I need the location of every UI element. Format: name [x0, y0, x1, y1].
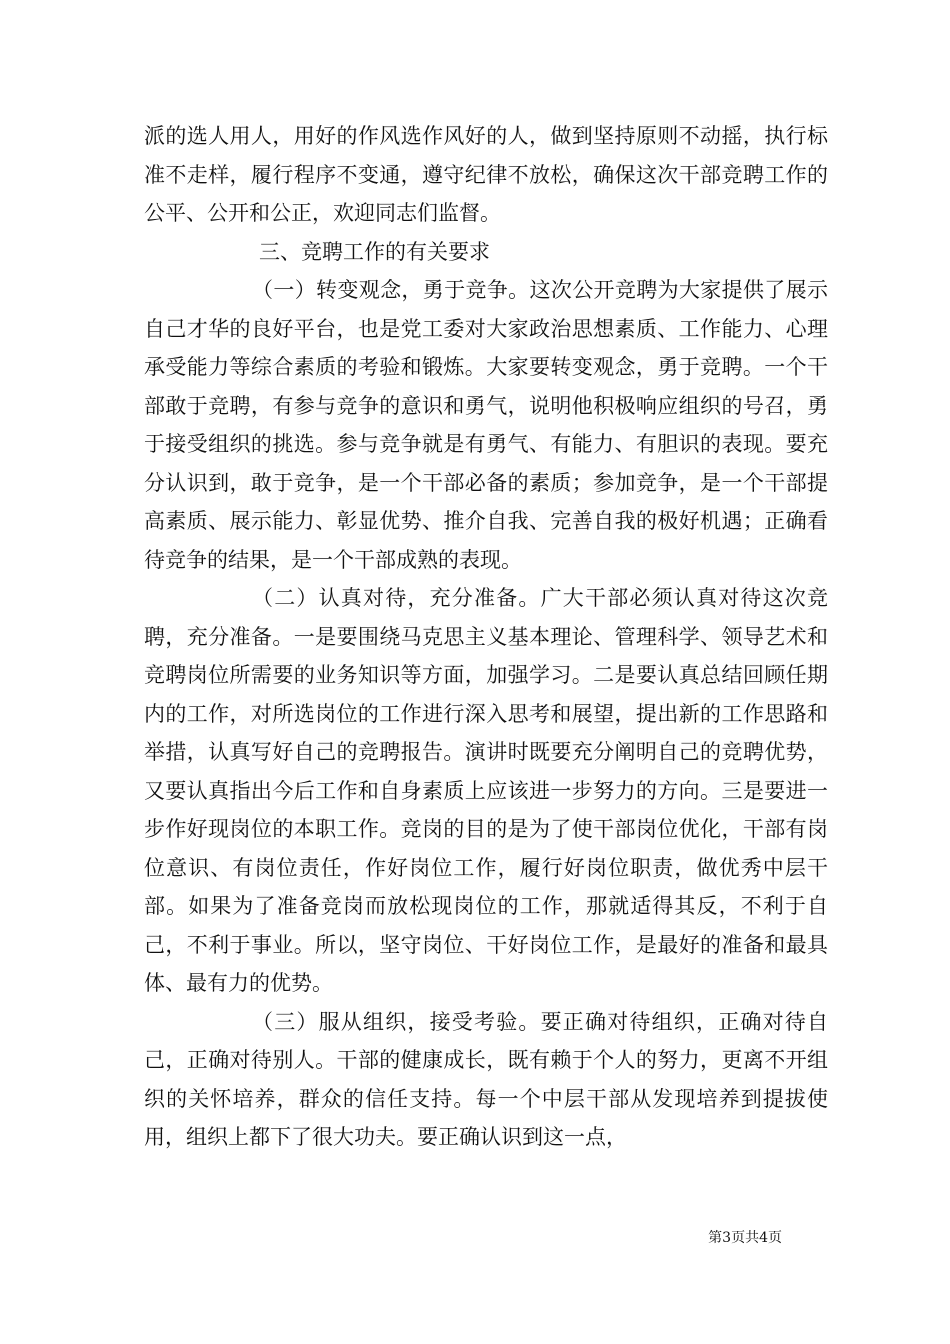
- section-heading: 三、竞聘工作的有关要求: [259, 239, 490, 264]
- paragraph-requirement-1: （一）转变观念，勇于竞争。这次公开竞聘为大家提供了展示自己才华的良好平台，也是党工委对大家政治思想素质、工作能力、心理承受能力等综合素质的考验和锻炼。大家要转变观念，勇于竞聘。一个干部敢于竞聘，有参与竞争的意识和勇气，说明他积极响应组织的号召，勇于接受组织的挑选。参与竞争就是有勇气、有能力、有胆识的表现。要充分认识到，敢于竞争，是一个干部必备的素质；参加竞争，是一个干部提高素质、展示能力、彰显优势、推介自我、完善自我的极好机遇；正确看待竞争的结果，是一个干部成熟的表现。: [144, 278, 828, 572]
- paragraph-requirement-3: （三）服从组织，接受考验。要正确对待组织，正确对待自己，正确对待别人。干部的健康成长，既有赖于个人的努力，更离不开组织的关怀培养，群众的信任支持。每一个中层干部从发现培养到提拔使用，组织上都下了很大功夫。要正确认识到这一点，: [144, 1009, 828, 1149]
- paragraph-requirement-2: （二）认真对待，充分准备。广大干部必须认真对待这次竞聘，充分准备。一是要围绕马克思主义基本理论、管理科学、领导艺术和竞聘岗位所需要的业务知识等方面，加强学习。二是要认真总结回顾任期内的工作，对所选岗位的工作进行深入思考和展望，提出新的工作思路和举措，认真写好自己的竞聘报告。演讲时既要充分阐明自己的竞聘优势，又要认真指出今后工作和自身素质上应该进一步努力的方向。三是要进一步作好现岗位的本职工作。竞岗的目的是为了使干部岗位优化，干部有岗位意识、有岗位责任，作好岗位工作，履行好岗位职责，做优秀中层干部。如果为了准备竞岗而放松现岗位的工作，那就适得其反，不利于自己，不利于事业。所以，坚守岗位、干好岗位工作，是最好的准备和最具体、最有力的优势。: [144, 586, 828, 995]
- paragraph-continuation: 派的选人用人，用好的作风选作风好的人，做到坚持原则不动摇，执行标准不走样，履行程序不变通，遵守纪律不放松，确保这次干部竞聘工作的公平、公开和公正，欢迎同志们监督。: [144, 124, 828, 225]
- page-number-footer: 第3页共4页: [708, 1230, 782, 1246]
- document-body: [144, 117, 828, 1157]
